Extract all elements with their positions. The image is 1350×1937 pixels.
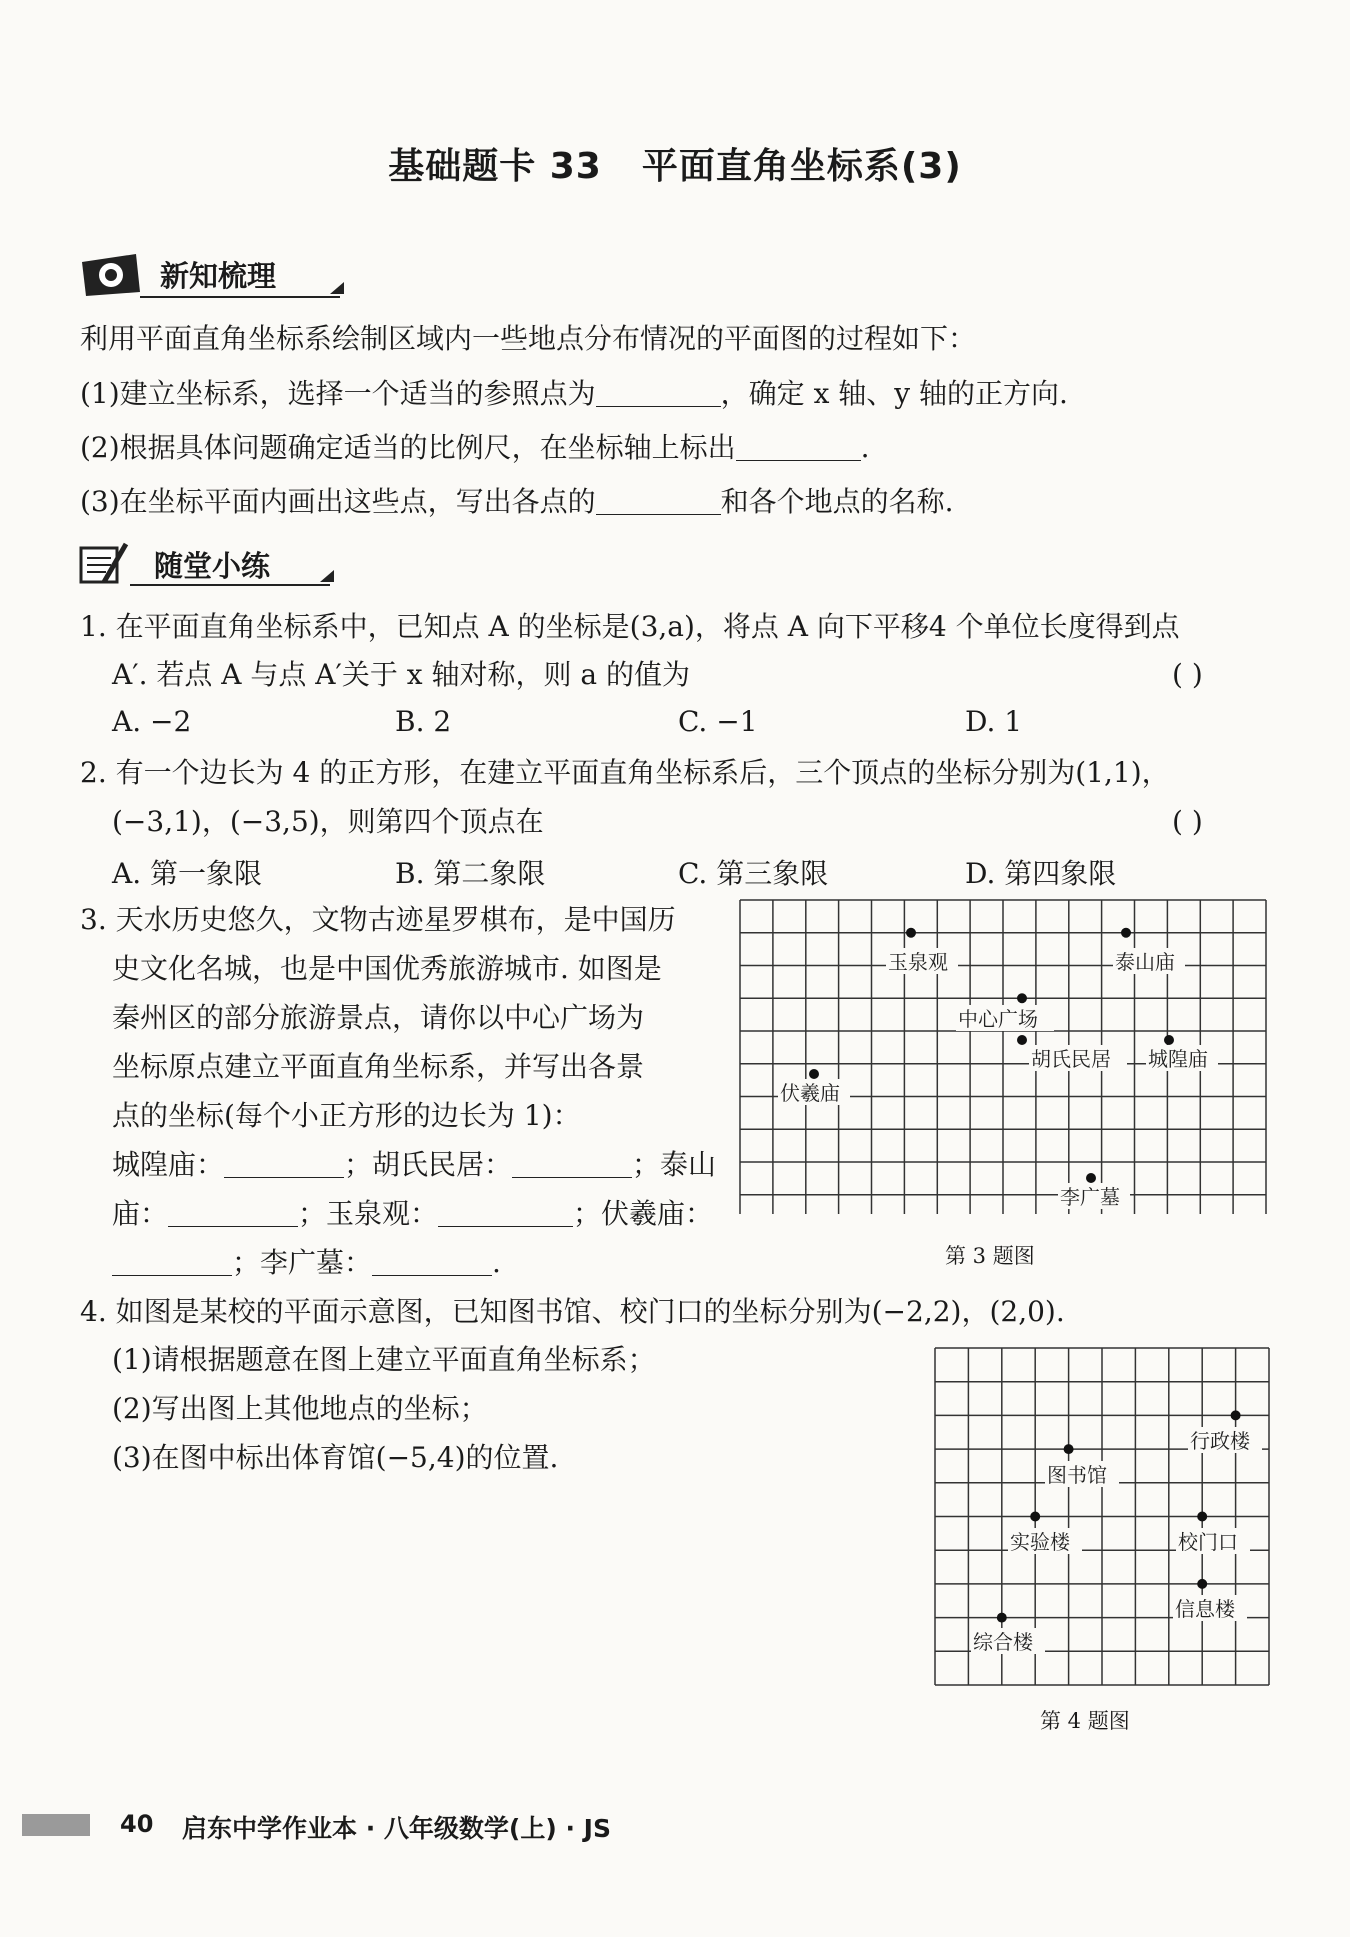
label-liguang: 李广墓 [1060,1185,1120,1209]
point-fuxi [809,1069,819,1079]
q3-caption: 第 3 题图 [945,1244,1035,1268]
title-part1: 基础题卡 33 [388,146,602,187]
blank-input[interactable] [736,430,861,461]
page-title [0,138,1350,189]
q2-line2: (−3,1)，(−3,5)，则第四个顶点在 [112,805,544,838]
point-chenghuang [1164,1035,1174,1045]
label-xiaomen: 校门口 [1178,1530,1238,1554]
point-taishan [1121,928,1131,938]
q3-line4: 坐标原点建立平面直角坐标系，并写出各景 [112,1050,645,1083]
q3-fill-line2: 庙： ；玉泉观： ；伏羲庙： [112,1197,714,1230]
label-xingzheng: 行政楼 [1190,1429,1250,1453]
point-zhongxin [1017,993,1027,1003]
blank-input[interactable] [596,376,721,407]
q1-line2: A′. 若点 A 与点 A′关于 x 轴对称，则 a 的值为 [112,658,690,691]
point-hushi [1017,1035,1027,1045]
page-number: 40 [120,1810,154,1838]
blank-input[interactable] [224,1147,344,1178]
point-shiyan [1030,1512,1040,1522]
q3-fill-line1: 城隍庙： ；胡氏民居： ；泰山 [112,1148,717,1181]
q3-map-grid [738,898,1268,1218]
q4-caption: 第 4 题图 [1040,1709,1130,1733]
q2-option-d[interactable]: D. 第四象限 [965,857,1117,890]
label-hushi: 胡氏民居 [1031,1047,1111,1071]
q4-sub3: (3)在图中标出体育馆(−5,4)的位置. [112,1441,559,1474]
label-yuquan: 玉泉观 [888,950,948,974]
intro-text: 利用平面直角坐标系绘制区域内一些地点分布情况的平面图的过程如下： [80,322,977,355]
point-xingzheng [1231,1410,1241,1420]
blank-input[interactable] [372,1245,492,1276]
point-yuquan [906,928,916,938]
blank-input[interactable] [512,1147,632,1178]
label-zhongxin: 中心广场 [958,1007,1038,1031]
step3: (3)在坐标平面内画出这些点，写出各点的 和各个地点的名称. [80,485,954,518]
point-xiaomen [1197,1512,1207,1522]
q3-line1: 3. 天水历史悠久，文物古迹星罗棋布，是中国历 [80,903,676,936]
q2-answer-paren[interactable]: ( ) [1172,805,1203,838]
q3-line3: 秦州区的部分旅游景点，请你以中心广场为 [112,1001,645,1034]
q4-sub1: (1)请根据题意在图上建立平面直角坐标系； [112,1343,656,1376]
blank-input[interactable] [112,1245,232,1276]
q1-line1: 1. 在平面直角坐标系中，已知点 A 的坐标是(3,a)，将点 A 向下平移4 个单位长度得到点 [80,610,1180,643]
book-title: 启东中学作业本 · 八年级数学(上) · JS [182,1814,611,1843]
step1: (1)建立坐标系，选择一个适当的参照点为 ，确定 x 轴、y 轴的正方向. [80,377,1068,410]
q2-option-b[interactable]: B. 第二象限 [395,857,546,890]
label-taishan: 泰山庙 [1115,950,1175,974]
blank-input[interactable] [596,484,721,515]
point-tushu [1064,1444,1074,1454]
q4-sub2: (2)写出图上其他地点的坐标； [112,1392,488,1425]
label-fuxi: 伏羲庙 [780,1081,840,1105]
q4-line1: 4. 如图是某校的平面示意图，已知图书馆、校门口的坐标分别为(−2,2)，(2,0). [80,1295,1065,1328]
q1-answer-paren[interactable]: ( ) [1172,658,1203,691]
blank-input[interactable] [168,1196,298,1227]
q2-option-c[interactable]: C. 第三象限 [678,857,829,890]
q2-option-a[interactable]: A. 第一象限 [112,857,263,890]
q2-line1: 2. 有一个边长为 4 的正方形，在建立平面直角坐标系后，三个顶点的坐标分别为(1,1)， [80,756,1170,789]
q3-line2: 史文化名城，也是中国优秀旅游城市. 如图是 [112,952,662,985]
label-zonghe: 综合楼 [973,1630,1033,1654]
label-tushu: 图书馆 [1047,1463,1107,1487]
q1-option-d[interactable]: D. 1 [965,705,1023,738]
q1-option-c[interactable]: C. −1 [678,705,758,738]
q3-line5: 点的坐标(每个小正方形的边长为 1)： [112,1099,581,1132]
section1-title: 新知梳理 [160,259,277,293]
label-xinxi: 信息楼 [1175,1597,1235,1621]
section-underline [78,252,348,302]
step2: (2)根据具体问题确定适当的比例尺，在坐标轴上标出 . [80,431,870,464]
blank-input[interactable] [438,1196,573,1227]
section2-header [78,540,338,590]
label-chenghuang: 城隍庙 [1148,1047,1208,1071]
label-shiyan: 实验楼 [1010,1530,1070,1554]
title-part2: 平面直角坐标系(3) [641,146,962,187]
footer-bar [22,1814,90,1836]
section-underline [78,540,338,590]
section2-title: 随堂小练 [154,549,271,583]
point-liguang [1086,1173,1096,1183]
q4-map-grid [933,1346,1273,1688]
q3-fill-line3: ；李广墓： . [112,1243,501,1283]
q1-option-a[interactable]: A. −2 [112,705,192,738]
point-xinxi [1197,1579,1207,1589]
point-zonghe [997,1613,1007,1623]
q1-option-b[interactable]: B. 2 [395,705,452,738]
section1-header [78,252,348,302]
